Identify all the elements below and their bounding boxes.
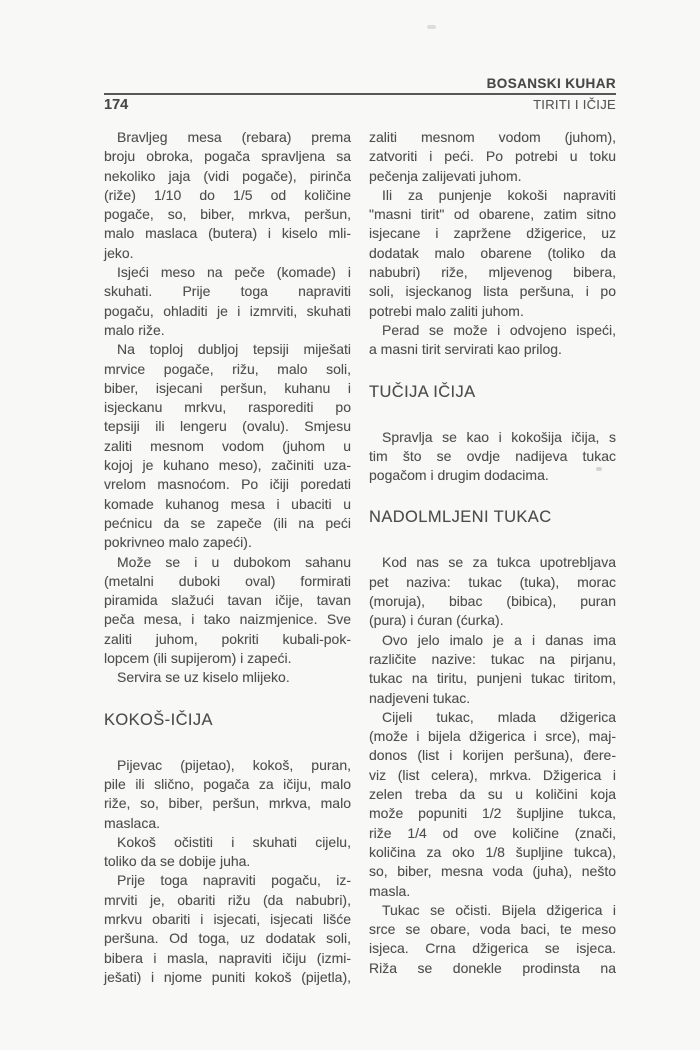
text-line: potrebi malo zaliti juhom. bbox=[369, 302, 524, 319]
text-line: Ili za punjenje kokoši napraviti bbox=[382, 186, 616, 203]
text-line: jeko. bbox=[104, 244, 134, 261]
chapter-title: TIRITI I IČIJE bbox=[533, 97, 616, 112]
text-line: biber, isjecani peršun, kuhanu i bbox=[104, 379, 351, 396]
text-line: (pura) i ćuran (ćurka). bbox=[369, 612, 504, 629]
text-line: Servira se uz kiselo mlijeko. bbox=[117, 669, 290, 686]
text-line: različite nazive: tukac na pirjanu, bbox=[369, 650, 616, 667]
text-line: malo maslaca (butera) i kiselo mli- bbox=[104, 225, 351, 242]
text-line: "masni tirit" od obarene, zatim sitno bbox=[369, 206, 616, 223]
text-line: toliko da se dobije juha. bbox=[104, 853, 251, 870]
text-line: Tukac se očisti. Bijela džigerica i bbox=[382, 901, 616, 918]
text-line: dodatak malo obarene (toliko da bbox=[369, 244, 616, 261]
recipe-heading: NADOLMLJENI TUKAC bbox=[369, 508, 552, 527]
text-line: maslaca. bbox=[104, 814, 161, 831]
text-line: Perad se može i odvojeno ispeći, bbox=[382, 321, 616, 338]
text-line: pogaču, ohladiti je i izmrviti, skuhati bbox=[104, 302, 351, 319]
page-number: 174 bbox=[104, 97, 129, 113]
text-line: Može se i u dubokom sahanu bbox=[117, 553, 351, 570]
paragraph bbox=[369, 321, 616, 360]
text-line: (metalni duboki oval) formirati bbox=[104, 572, 351, 589]
text-line: Kod nas se za tukca upotrebljava bbox=[382, 554, 616, 571]
page-header bbox=[104, 76, 616, 113]
text-line: (moruja), bibac (bibica), puran bbox=[369, 593, 616, 610]
text-line: tim što se ovdje nadijeva tukac bbox=[369, 447, 616, 464]
paragraph bbox=[369, 901, 616, 978]
text-line: može popuniti 1/2 šupljine tukca, bbox=[369, 805, 616, 822]
scan-speck bbox=[596, 467, 602, 471]
text-line: zatvoriti i peći. Po potrebi u toku bbox=[369, 148, 616, 165]
text-line: zaliti mesnom vodom (juhom u bbox=[104, 437, 351, 454]
paragraph bbox=[104, 128, 351, 263]
right-column bbox=[369, 128, 616, 987]
text-line: mrviti je, obariti rižu (da nabubri), bbox=[104, 891, 351, 908]
paragraph bbox=[104, 871, 351, 987]
text-line: nabubri) riže, mljevenog bibera, bbox=[369, 264, 616, 281]
paragraph bbox=[369, 428, 616, 486]
text-line: pečenja zalijevati juhom. bbox=[369, 167, 522, 184]
text-line: zaliti juhom, pokriti kubali-pok- bbox=[104, 630, 351, 647]
header-row bbox=[104, 97, 616, 113]
text-line: masla. bbox=[369, 882, 411, 899]
text-line: vrelom masnoćom. Po ičiji poredati bbox=[104, 476, 351, 493]
text-line: Kokoš očistiti i skuhati cijelu, bbox=[117, 833, 351, 850]
recipe-heading: TUČIJA IČIJA bbox=[369, 382, 476, 401]
text-line: mrvice pogače, rižu, malo soli, bbox=[104, 360, 351, 377]
text-line: isjeckanu mrkvu, rasporediti po bbox=[104, 399, 351, 416]
text-line: skuhati. Prije toga napraviti bbox=[104, 283, 351, 300]
text-line: lopcem (ili supijerom) i zapeći. bbox=[104, 650, 292, 667]
text-line: pogačom i drugim dodacima. bbox=[369, 467, 549, 484]
text-line: zaliti mesnom vodom (juhom), bbox=[369, 129, 616, 145]
running-head: BOSANSKI KUHAR bbox=[486, 76, 616, 91]
paragraph bbox=[369, 708, 616, 901]
text-line: Isjeći meso na peče (komade) i bbox=[117, 264, 351, 281]
text-line: tepsiji ili lengeru (ovalu). Smjesu bbox=[104, 418, 351, 435]
text-line: Na toploj dubljoj tepsiji miješati bbox=[117, 341, 351, 358]
paragraph bbox=[104, 263, 351, 340]
text-line: Ovo jelo imalo je a i danas ima bbox=[382, 631, 616, 648]
paragraph bbox=[104, 756, 351, 833]
text-line: pogače, so, biber, mrkva, peršun, bbox=[104, 206, 351, 223]
paragraph bbox=[369, 186, 616, 321]
text-line: broju obroka, pogača spravljena sa bbox=[104, 148, 351, 165]
text-line: donos (list i korijen peršuna), đere- bbox=[369, 747, 616, 764]
text-line: (može i bijela džigerica i srce), maj- bbox=[369, 728, 616, 745]
text-line: a masni tirit servirati kao prilog. bbox=[369, 341, 562, 358]
text-line: Prije toga napraviti pogaču, iz- bbox=[117, 872, 351, 889]
text-line: nekoliko jaja (vidi pogače), pirinča bbox=[104, 167, 351, 184]
left-column bbox=[104, 128, 351, 987]
text-line: količina za oko 1/8 šupljine tukca), bbox=[369, 843, 616, 860]
text-line: srce se obare, voda baci, te meso bbox=[369, 921, 616, 938]
text-line: isjeca. Crna džigerica se isjeca. bbox=[369, 940, 616, 957]
header-rule bbox=[104, 93, 616, 95]
text-line: (riže) 1/10 do 1/5 od količine bbox=[104, 186, 351, 203]
text-line: riže 1/4 od ove količine (znači, bbox=[369, 824, 616, 841]
text-line: Cijeli tukac, mlada džigerica bbox=[382, 708, 616, 725]
text-line: viz (list celera), mrkva. Džigerica i bbox=[369, 766, 616, 783]
text-line: tukac na tiritu, punjeni tukac tiritom, bbox=[369, 670, 616, 687]
text-line: pećnicu da se zapeče (ili na peći bbox=[104, 514, 351, 531]
paragraph bbox=[104, 668, 351, 687]
paragraph bbox=[369, 128, 616, 186]
text-line: riže, so, biber, peršun, mrkva, malo bbox=[104, 795, 351, 812]
text-line: Riža se donekle prodinsta na bbox=[369, 959, 616, 976]
text-line: malo riže. bbox=[104, 321, 165, 338]
text-line: pile ili slično, pogača za ičiju, malo bbox=[104, 775, 351, 792]
text-line: zelen treba da su u količini koja bbox=[369, 786, 616, 803]
paragraph bbox=[369, 553, 616, 630]
text-line: peča mesa, i tako naizmjenice. Sve bbox=[104, 611, 351, 628]
text-line: peršuna. Od toga, uz dodatak soli, bbox=[104, 930, 351, 947]
text-line: isjecane i zapržene džigerice, uz bbox=[369, 225, 616, 242]
text-line: nadjeveni tukac. bbox=[369, 689, 471, 706]
paragraph bbox=[369, 631, 616, 708]
text-columns bbox=[104, 128, 616, 987]
paragraph bbox=[104, 833, 351, 872]
text-line: soli, isjeckanog lista peršuna, i po bbox=[369, 283, 616, 300]
text-line: piramida slažući tavan ičije, tavan bbox=[104, 592, 351, 609]
text-line: Pijevac (pijetao), kokoš, puran, bbox=[117, 756, 351, 773]
text-line: bibera i masla, napraviti ičiju (izmi- bbox=[104, 949, 351, 966]
text-line: pokrivneo malo zapeći). bbox=[104, 534, 252, 551]
text-line: so, biber, mesna voda (juha), nešto bbox=[369, 863, 616, 880]
text-line: komade kuhanog mesa i ubaciti u bbox=[104, 495, 351, 512]
text-line: pet naziva: tukac (tuka), morac bbox=[369, 573, 616, 590]
paragraph bbox=[104, 340, 351, 552]
recipe-heading: KOKOŠ-IČIJA bbox=[104, 710, 213, 729]
text-line: mrkvu obariti i isjecati, isjecati lišće bbox=[104, 910, 351, 927]
text-line: kojoj je kuhano meso), začiniti uza- bbox=[104, 457, 351, 474]
scan-speck bbox=[427, 25, 436, 29]
paragraph bbox=[104, 553, 351, 669]
text-line: ješati) i njome puniti kokoš (pijetla), bbox=[104, 968, 351, 985]
text-line: Spravlja se kao i kokošija ičija, s bbox=[382, 428, 616, 445]
text-line: Bravljeg mesa (rebara) prema bbox=[117, 129, 351, 145]
